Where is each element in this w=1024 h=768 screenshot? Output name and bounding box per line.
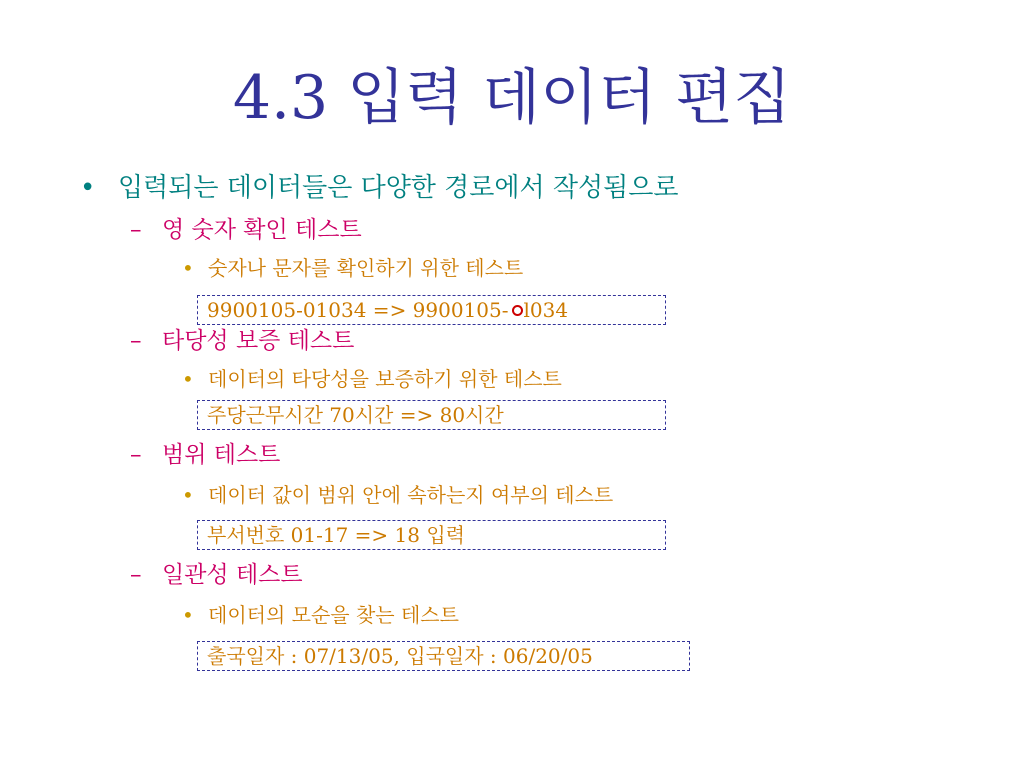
example-text: 부서번호 01-17 => 18 입력 xyxy=(207,523,465,547)
dot-marker: • xyxy=(182,256,194,280)
dot-marker: • xyxy=(182,367,194,391)
dash-marker: – xyxy=(130,328,142,354)
dash-marker: – xyxy=(130,562,142,588)
example-text-suffix: l034 xyxy=(523,298,569,322)
main-bullet-text: 입력되는 데이터들은 다양한 경로에서 작성됨으로 xyxy=(118,173,679,203)
bullet-marker: • xyxy=(80,173,96,203)
example-box xyxy=(197,295,666,325)
example-text-prefix: 9900105-01034 => 9900105- xyxy=(207,298,509,322)
example-text: 출국일자 : 07/13/05, 입국일자 : 06/20/05 xyxy=(207,644,593,668)
main-bullet xyxy=(80,170,679,206)
dash-marker: – xyxy=(130,442,142,468)
section-description xyxy=(182,254,523,282)
section-description-text: 데이터 값이 범위 안에 속하는지 여부의 테스트 xyxy=(208,483,614,507)
section-heading-range xyxy=(130,439,280,471)
section-heading-text: 범위 테스트 xyxy=(162,442,281,468)
circle-mark-icon xyxy=(512,305,523,316)
dash-marker: – xyxy=(130,217,142,243)
section-heading-alnum xyxy=(130,214,362,246)
example-text: 주당근무시간 70시간 => 80시간 xyxy=(207,403,504,427)
example-box xyxy=(197,520,666,550)
section-description xyxy=(182,365,562,393)
section-heading-validity xyxy=(130,325,354,357)
section-description xyxy=(182,481,613,509)
example-box xyxy=(197,641,690,671)
section-description-text: 숫자나 문자를 확인하기 위한 테스트 xyxy=(208,256,524,280)
section-description-text: 데이터의 타당성을 보증하기 위한 테스트 xyxy=(208,367,562,391)
section-heading-text: 일관성 테스트 xyxy=(162,562,303,588)
section-description-text: 데이터의 모순을 찾는 테스트 xyxy=(208,603,459,627)
section-heading-consistency xyxy=(130,559,303,591)
example-box xyxy=(197,400,666,430)
dot-marker: • xyxy=(182,603,194,627)
section-description xyxy=(182,601,459,629)
section-heading-text: 영 숫자 확인 테스트 xyxy=(162,217,362,243)
dot-marker: • xyxy=(182,483,194,507)
section-heading-text: 타당성 보증 테스트 xyxy=(162,328,355,354)
slide-title: 4.3 입력 데이터 편집 xyxy=(232,63,792,133)
